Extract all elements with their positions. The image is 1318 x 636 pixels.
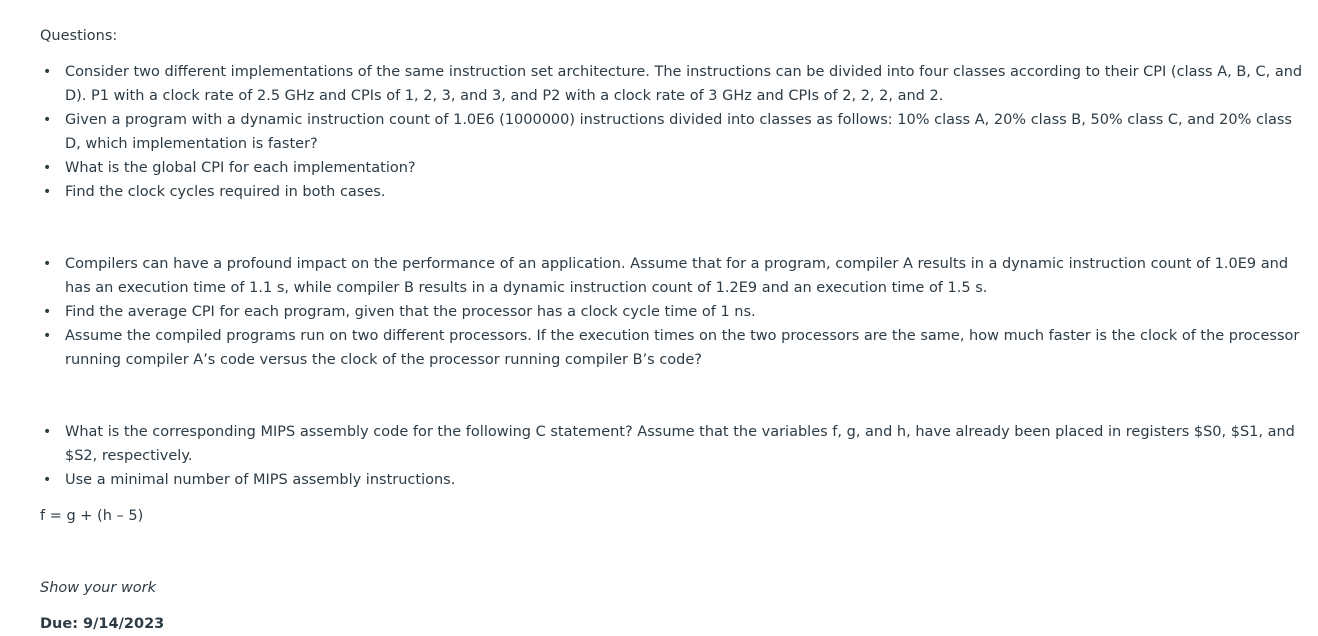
list-item: • Given a program with a dynamic instruction count of 1.0E6 (1000000) instructions divided into classes as follows: 10% class A, 20% class B, 50% class C, and 20% class D, which implementation is faster? (40, 108, 1305, 156)
question-list-2 (40, 252, 1305, 372)
list-item: • What is the global CPI for each implementation? (40, 156, 1305, 180)
list-item: • What is the corresponding MIPS assembly code for the following C statement? Assume that the variables f, g, and h, have already been placed in registers $S0, $S1, and $S2, respectively. (40, 420, 1305, 468)
question-list-3 (40, 420, 1305, 492)
list-item: • Consider two different implementations of the same instruction set architecture. The instructions can be divided into four classes according to their CPI (class A, B, C, and D). P1 with a clock rate of 2.5 GHz and CPIs of 1, 2, 3, and 3, and P2 with a clock rate of 3 GHz and CPIs of 2, 2, 2, and 2. (40, 60, 1305, 108)
due-date: Due: 9/14/2023 (40, 616, 165, 632)
list-item: • Find the average CPI for each program, given that the processor has a clock cycle time of 1 ns. (40, 300, 1305, 324)
list-item: • Find the clock cycles required in both cases. (40, 180, 1305, 204)
show-work-note: Show your work (40, 580, 157, 596)
question-list-1 (40, 60, 1305, 204)
list-item: • Use a minimal number of MIPS assembly instructions. (40, 468, 1305, 492)
list-item: • Assume the compiled programs run on two different processors. If the execution times on the two processors are the same, how much faster is the clock of the processor running compiler A’s code versus the clock of the processor running compiler B’s code? (40, 324, 1305, 372)
questions-heading: Questions: (40, 28, 118, 44)
assignment-content (40, 24, 1305, 636)
c-statement: f = g + (h – 5) (40, 508, 144, 524)
list-item: • Compilers can have a profound impact on the performance of an application. Assume that for a program, compiler A results in a dynamic instruction count of 1.0E9 and has an execution time of 1.1 s, while compiler B results in a dynamic instruction count of 1.2E9 and an execution time of 1.5 s. (40, 252, 1305, 300)
